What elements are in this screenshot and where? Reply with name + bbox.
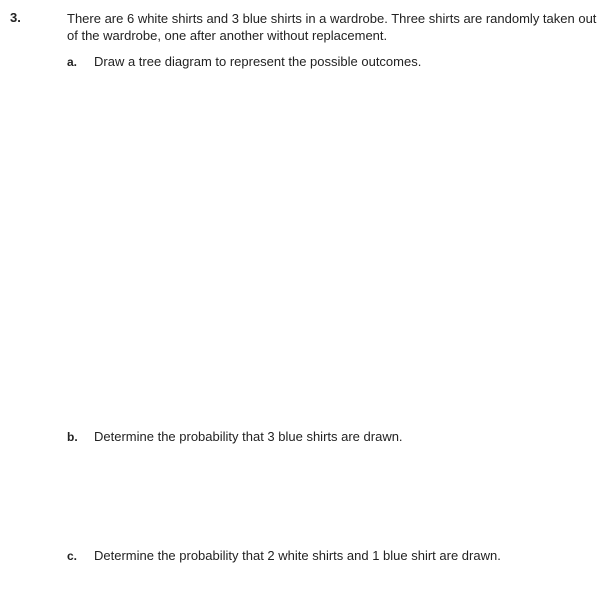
part-b-text: Determine the probability that 3 blue shirts are drawn.	[94, 429, 403, 444]
question-number: 3.	[10, 10, 21, 25]
part-c-text: Determine the probability that 2 white shirts and 1 blue shirt are drawn.	[94, 548, 501, 563]
part-b-answer-space[interactable]	[67, 450, 602, 540]
part-a-text: Draw a tree diagram to represent the possible outcomes.	[94, 54, 422, 69]
part-b	[67, 428, 403, 446]
part-a-label: a.	[67, 55, 78, 69]
part-c-label: c.	[67, 549, 78, 563]
part-b-label: b.	[67, 430, 78, 444]
question-stem: There are 6 white shirts and 3 blue shirts in a wardrobe. Three shirts are randomly taken out of the wardrobe, one after another without replacement.	[67, 11, 597, 43]
part-a-answer-space[interactable]	[67, 75, 602, 420]
part-c	[67, 547, 501, 565]
part-c-answer-space[interactable]	[67, 569, 602, 605]
part-a	[67, 53, 421, 71]
